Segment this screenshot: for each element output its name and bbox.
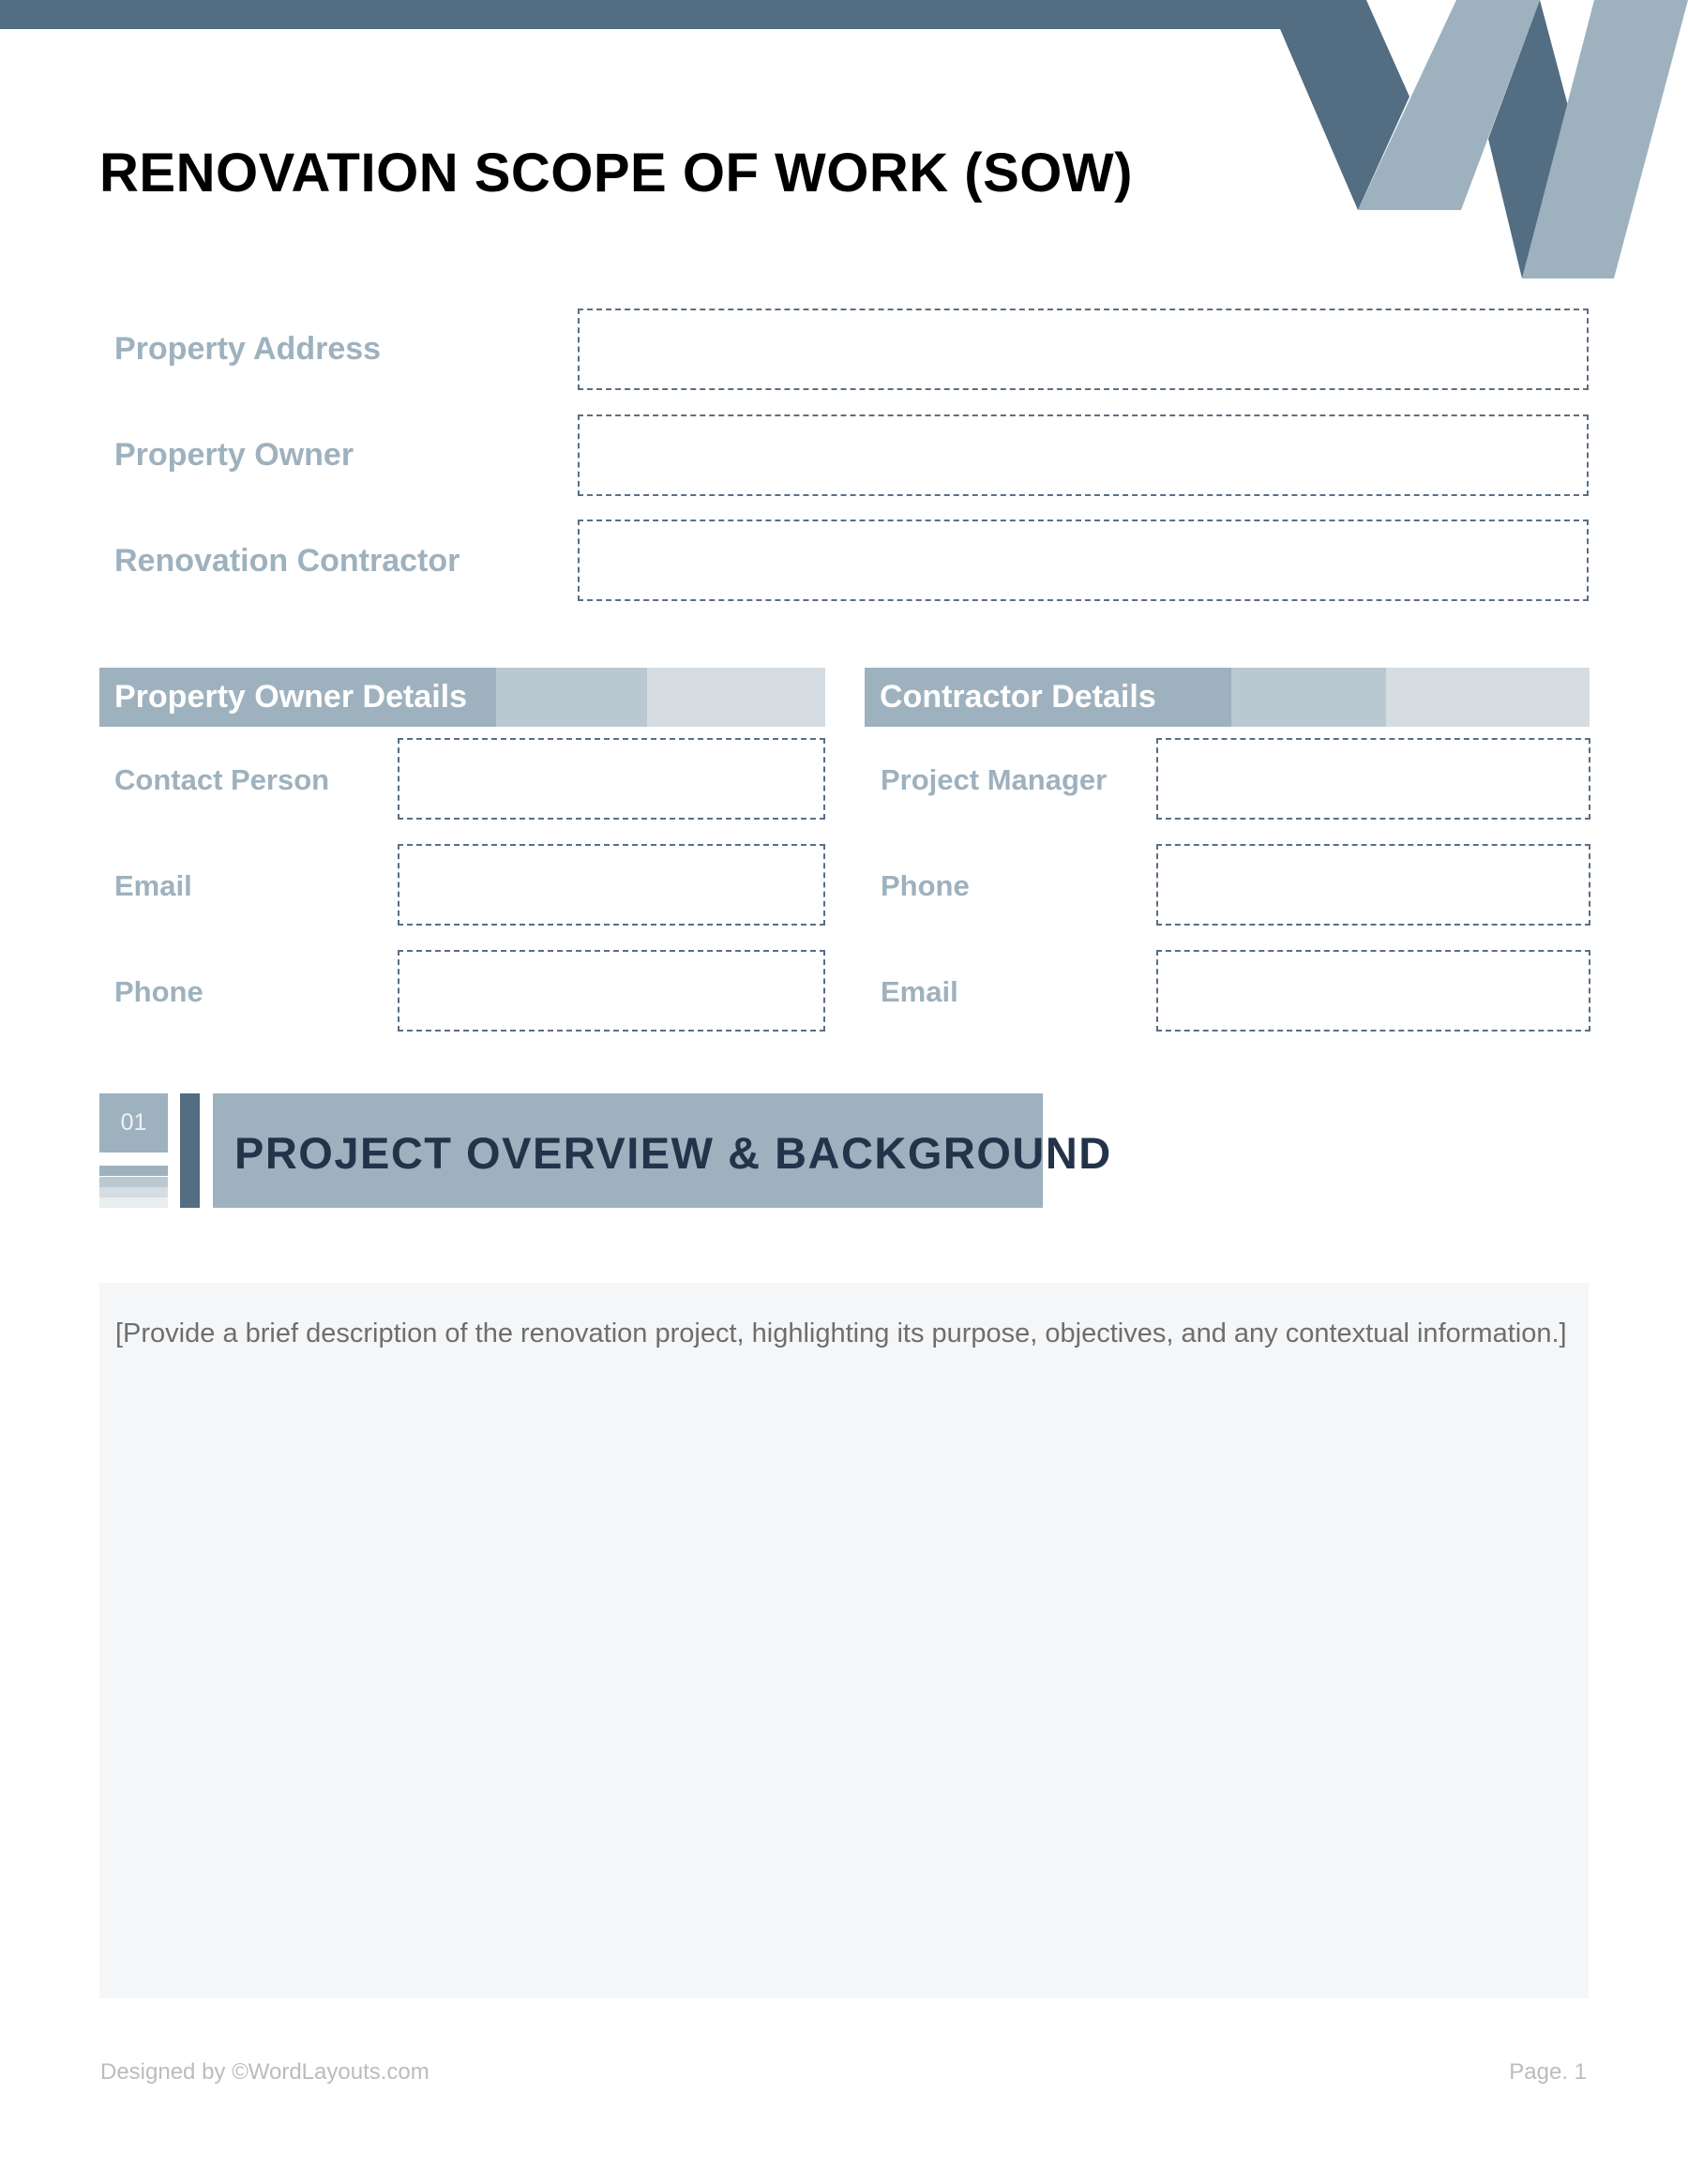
renovation-contractor-label: Renovation Contractor — [114, 543, 460, 579]
property-owner-field[interactable] — [578, 414, 1589, 496]
owner-email-label: Email — [114, 869, 192, 902]
decorative-stripe — [99, 1177, 168, 1187]
contractor-details-heading: Contractor Details — [865, 668, 1231, 727]
footer-page-number: Page. 1 — [1509, 2059, 1587, 2085]
project-overview-placeholder[interactable]: [Provide a brief description of the renovation project, highlighting its purpose, objectives, and any contextual information.] — [115, 1318, 1567, 1348]
decorative-stripe — [99, 1166, 168, 1176]
contractor-project-manager-field[interactable] — [1156, 738, 1590, 820]
w-ribbon-logo-icon — [1219, 0, 1688, 300]
contractor-phone-field[interactable] — [1156, 844, 1590, 926]
decorative-stripe — [99, 1197, 168, 1208]
contractor-details-header — [865, 668, 1590, 727]
decorative-stripe — [99, 1187, 168, 1197]
section-accent-bar — [180, 1093, 200, 1208]
owner-phone-field[interactable] — [398, 950, 825, 1032]
header-accent-mid — [1231, 668, 1386, 727]
header-accent-light — [647, 668, 825, 727]
contractor-email-label: Email — [881, 975, 958, 1008]
owner-email-field[interactable] — [398, 844, 825, 926]
renovation-contractor-field[interactable] — [578, 520, 1589, 601]
section-title: PROJECT OVERVIEW & BACKGROUND — [234, 1128, 1112, 1178]
project-overview-textarea[interactable] — [99, 1283, 1589, 1998]
owner-details-heading: Property Owner Details — [99, 668, 496, 727]
contractor-email-field[interactable] — [1156, 950, 1590, 1032]
owner-details-header — [99, 668, 825, 727]
property-address-label: Property Address — [114, 331, 382, 367]
document-title: RENOVATION SCOPE OF WORK (SOW) — [99, 143, 1133, 203]
property-owner-label: Property Owner — [114, 437, 354, 473]
owner-contact-person-field[interactable] — [398, 738, 825, 820]
property-address-field[interactable] — [578, 309, 1589, 390]
top-banner-bar — [0, 0, 1294, 29]
header-accent-light — [1386, 668, 1590, 727]
contractor-project-manager-label: Project Manager — [881, 763, 1108, 796]
section-number-badge: 01 — [99, 1093, 168, 1152]
header-accent-mid — [496, 668, 647, 727]
owner-contact-person-label: Contact Person — [114, 763, 330, 796]
contractor-phone-label: Phone — [881, 869, 970, 902]
footer-credit: Designed by ©WordLayouts.com — [100, 2059, 430, 2085]
owner-phone-label: Phone — [114, 975, 203, 1008]
